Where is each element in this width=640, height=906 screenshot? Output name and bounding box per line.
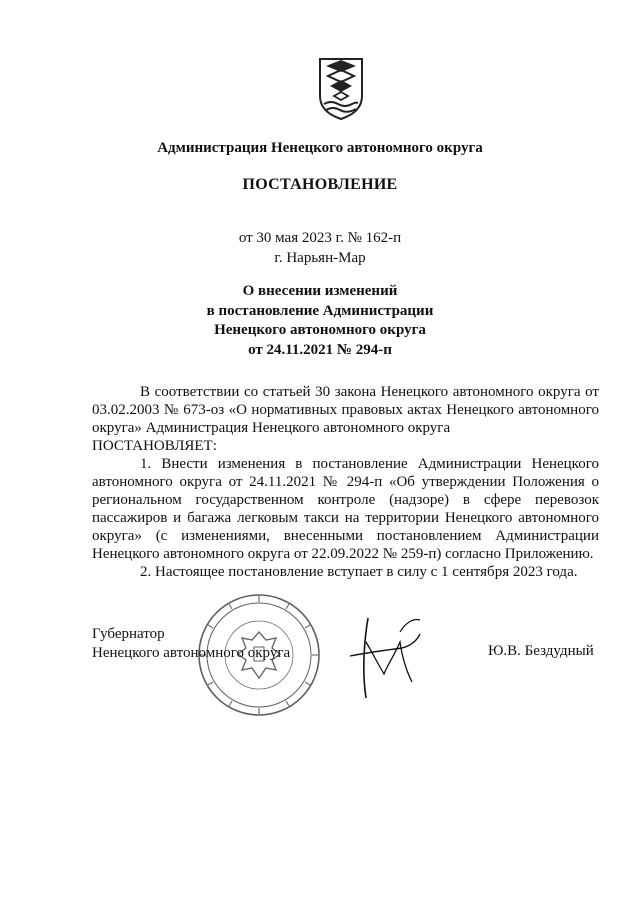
organization-title: Администрация Ненецкого автономного округа xyxy=(157,140,483,156)
signatory-organization: Ненецкого автономного округа xyxy=(92,644,291,661)
subject-line: от 24.11.2021 № 294-п xyxy=(248,341,392,358)
coat-of-arms-icon xyxy=(316,56,366,122)
date-number-block xyxy=(0,228,640,268)
document-body xyxy=(92,383,599,581)
item-2: 2. Настоящее постановление вступает в силу с 1 сентября 2023 года. xyxy=(140,564,578,580)
subject-line: в постановление Администрации xyxy=(206,302,434,319)
city: г. Нарьян-Мар xyxy=(274,250,366,266)
date-number: от 30 мая 2023 г. № 162-п xyxy=(238,230,402,246)
handwritten-signature-icon xyxy=(340,612,440,702)
signatory-title xyxy=(92,625,290,662)
subject-line: О внесении изменений xyxy=(242,283,398,299)
document-subject xyxy=(0,282,640,360)
resolves-heading: ПОСТАНОВЛЯЕТ: xyxy=(92,438,217,454)
subject-line: Ненецкого автономного округа xyxy=(214,322,426,338)
signatory-position: Губернатор xyxy=(92,626,165,642)
preamble-paragraph: В соответствии со статьей 30 закона Ненецкого автономного округа от 03.02.2003 № 673-оз «О нормативных правовых актах Ненецкого автономного округа» Администрация Ненецкого автономного округа xyxy=(92,384,599,436)
signatory-name: Ю.В. Бездудный xyxy=(488,643,594,659)
document-type: ПОСТАНОВЛЕНИЕ xyxy=(242,176,398,193)
item-1: 1. Внести изменения в постановление Администрации Ненецкого автономного округа от 24.11.2021 № 294-п «Об утверждении Положения о региональном государственном контроле (надзоре) в сфере перевозок пассажиров и багажа легковым такси на территории Ненецкого автономного округа» (с изменениями, внесенными постановлением Администрации Ненецкого автономного округа от 22.09.2022 № 259-п) согласно Приложению. xyxy=(92,456,599,562)
